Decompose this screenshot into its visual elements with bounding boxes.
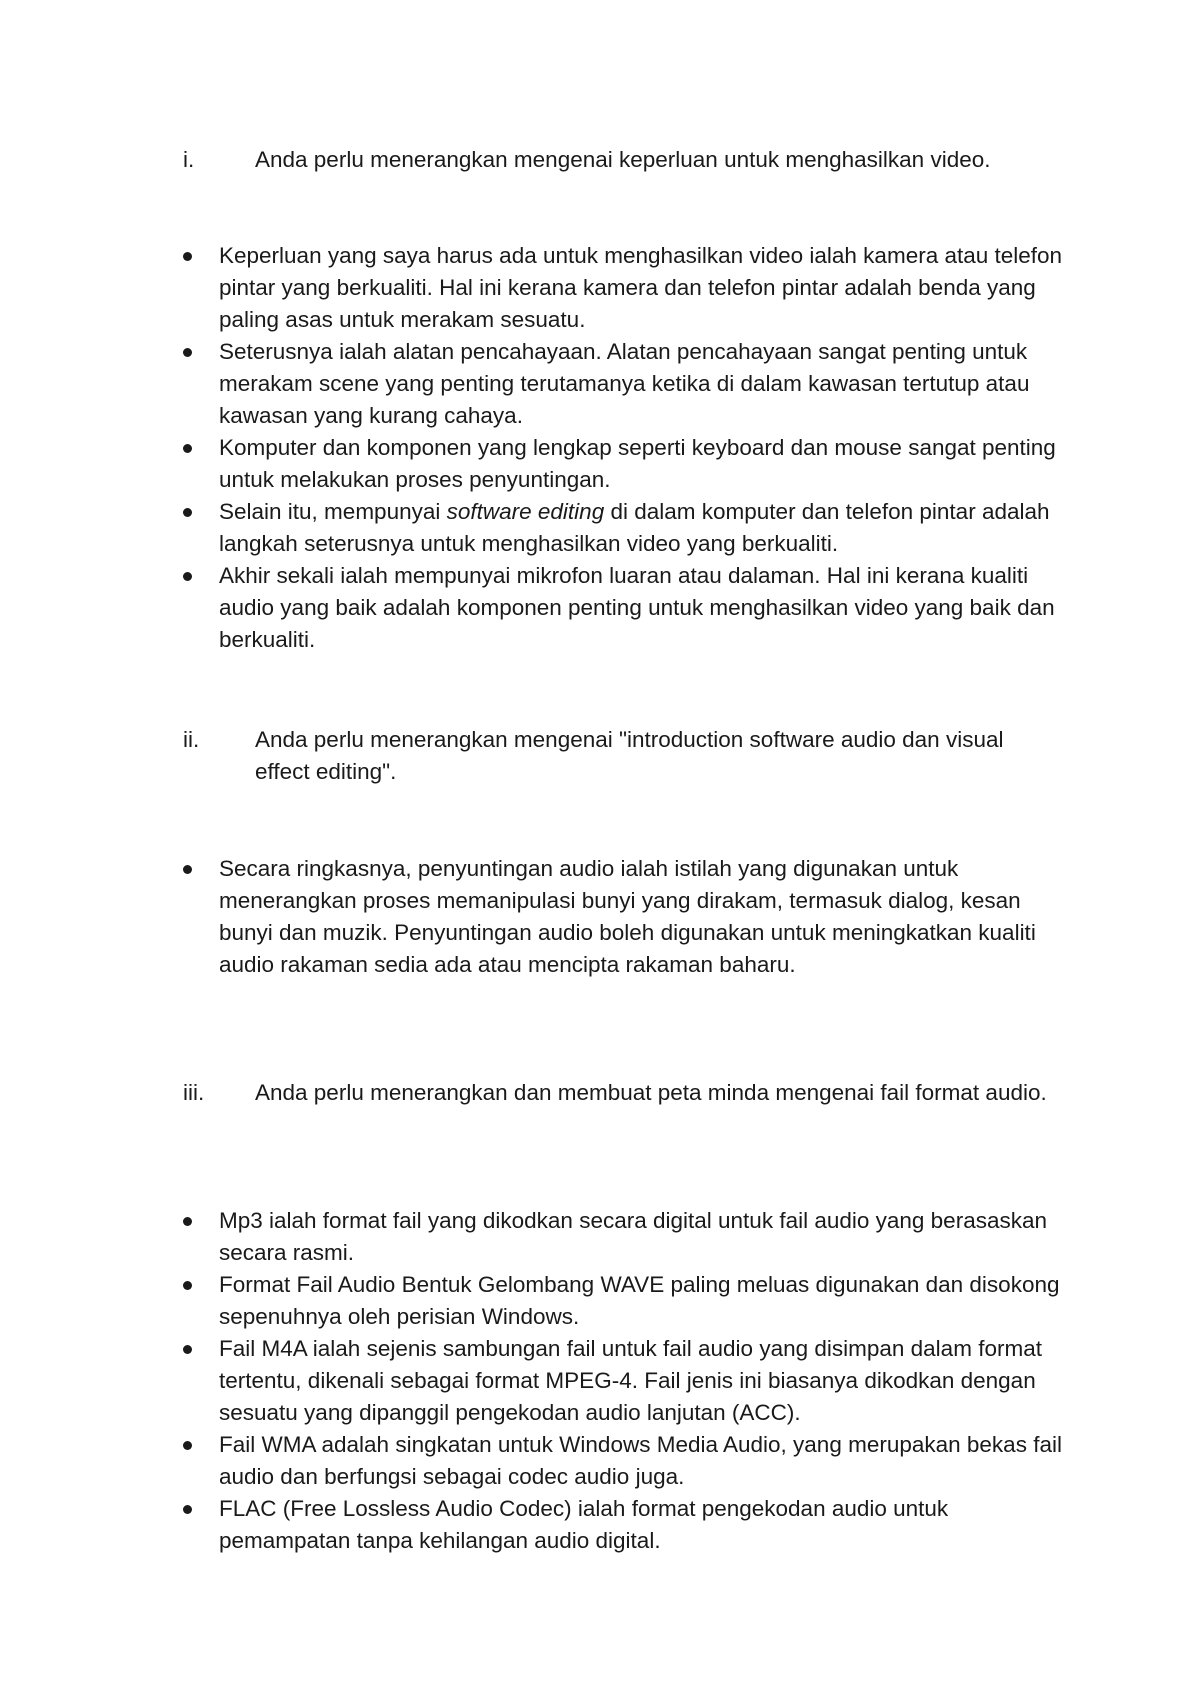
section-heading-text: Anda perlu menerangkan mengenai "introduction software audio dan visual effect editing". <box>255 727 1004 784</box>
list-item <box>183 1205 1063 1269</box>
list-item-text: Komputer dan komponen yang lengkap seperti keyboard dan mouse sangat penting untuk melakukan proses penyuntingan. <box>219 435 1056 492</box>
section-heading-ii <box>183 724 1063 788</box>
list-item-text: Mp3 ialah format fail yang dikodkan secara digital untuk fail audio yang berasaskan secara rasmi. <box>219 1208 1047 1265</box>
list-item-text: Keperluan yang saya harus ada untuk menghasilkan video ialah kamera atau telefon pintar yang berkualiti. Hal ini kerana kamera dan telefon pintar adalah benda yang paling asas untuk merakam sesuatu. <box>219 243 1063 332</box>
list-item <box>183 240 1063 336</box>
list-item <box>183 1429 1063 1493</box>
list-item <box>183 1269 1063 1333</box>
bullet-dot-icon <box>183 1345 192 1354</box>
bullet-dot-icon <box>183 1505 192 1514</box>
bullet-dot-icon <box>183 572 192 581</box>
section-number: i. <box>183 147 195 172</box>
bullet-dot-icon <box>183 1441 192 1450</box>
list-item <box>183 560 1063 656</box>
list-item-text: Fail M4A ialah sejenis sambungan fail untuk fail audio yang disimpan dalam format tertentu, dikenali sebagai format MPEG-4. Fail jenis ini biasanya dikodkan dengan sesuatu yang dipanggil pengekodan audio lanjutan (ACC). <box>219 1336 1042 1425</box>
list-item-text: Secara ringkasnya, penyuntingan audio ialah istilah yang digunakan untuk menerangkan proses memanipulasi bunyi yang dirakam, termasuk dialog, kesan bunyi dan muzik. Penyuntingan audio boleh digunakan untuk meningkatkan kualiti audio rakaman sedia ada atau mencipta rakaman baharu. <box>219 856 1036 977</box>
bullet-dot-icon <box>183 508 192 517</box>
section-heading-text: Anda perlu menerangkan mengenai keperluan untuk menghasilkan video. <box>255 147 991 172</box>
bullet-dot-icon <box>183 252 192 261</box>
list-item <box>183 1493 1063 1557</box>
bullet-list-i <box>183 240 1063 656</box>
list-item <box>183 336 1063 432</box>
list-item <box>183 853 1063 981</box>
bullet-dot-icon <box>183 865 192 874</box>
section-heading-i <box>183 144 1063 176</box>
bullet-list-iii <box>183 1205 1063 1557</box>
bullet-dot-icon <box>183 348 192 357</box>
italic-term: software editing <box>446 499 605 524</box>
list-item-text: Akhir sekali ialah mempunyai mikrofon luaran atau dalaman. Hal ini kerana kualiti audio yang baik adalah komponen penting untuk menghasilkan video yang baik dan berkualiti. <box>219 563 1055 652</box>
section-heading-iii <box>183 1077 1063 1109</box>
section-heading-text: Anda perlu menerangkan dan membuat peta minda mengenai fail format audio. <box>255 1080 1047 1105</box>
list-item-text: Format Fail Audio Bentuk Gelombang WAVE paling meluas digunakan dan disokong sepenuhnya oleh perisian Windows. <box>219 1272 1060 1329</box>
bullet-dot-icon <box>183 444 192 453</box>
text-run: di dalam komputer dan telefon pintar adalah langkah seterusnya untuk menghasilkan video yang berkualiti. <box>219 499 1050 556</box>
bullet-list-ii <box>183 853 1063 981</box>
text-run: Selain itu, mempunyai <box>219 499 447 524</box>
list-item-text: FLAC (Free Lossless Audio Codec) ialah format pengekodan audio untuk pemampatan tanpa kehilangan audio digital. <box>219 1496 949 1553</box>
list-item <box>183 432 1063 496</box>
list-item <box>183 1333 1063 1429</box>
list-item-text <box>219 496 1063 560</box>
bullet-dot-icon <box>183 1281 192 1290</box>
section-number: iii. <box>183 1080 205 1105</box>
bullet-dot-icon <box>183 1217 192 1226</box>
list-item <box>183 496 1063 560</box>
section-number: ii. <box>183 727 200 752</box>
list-item-text: Fail WMA adalah singkatan untuk Windows Media Audio, yang merupakan bekas fail audio dan berfungsi sebagai codec audio juga. <box>219 1432 1062 1489</box>
list-item-text: Seterusnya ialah alatan pencahayaan. Alatan pencahayaan sangat penting untuk merakam scene yang penting terutamanya ketika di dalam kawasan tertutup atau kawasan yang kurang cahaya. <box>219 339 1030 428</box>
